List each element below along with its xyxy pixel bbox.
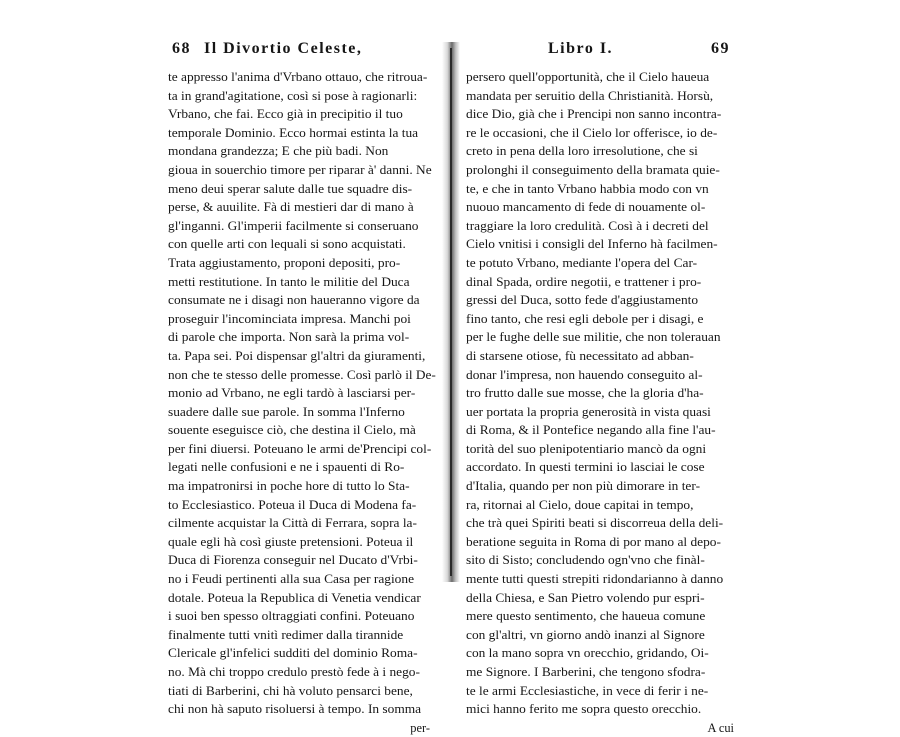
left-page-text-line: ta. Papa sei. Poi dispensar gl'altri da giuramenti, xyxy=(168,348,426,363)
right-page-text-line: traggiare la loro credulità. Così à i decreti del xyxy=(466,218,709,233)
right-page-text-line: Cielo vnitisi i consigli del Inferno hà facilmen- xyxy=(466,237,718,252)
right-page-text-line: beratione seguita in Roma di por mano al depo- xyxy=(466,534,721,549)
right-page-text-line: nuouo mancamento di fede di nouamente ol- xyxy=(466,200,706,215)
left-page-text-line: Duca di Fiorenza conseguir nel Ducato d'Vrbi- xyxy=(168,553,418,568)
right-page xyxy=(466,40,734,735)
right-page-text-line: di starsene otiose, fù necessitato ad abban- xyxy=(466,348,694,363)
left-page-text-line: metti restitutione. In tanto le militie del Duca xyxy=(168,274,410,289)
right-page-text-line: uer portata la propria generosità in vista quasi xyxy=(466,404,711,419)
right-page-text-line: di Roma, & il Pontefice negando alla fine l'au- xyxy=(466,423,716,438)
left-page-text-line: quale egli hà così giuste pretensioni. Poteua il xyxy=(168,534,414,549)
left-page-text-line: per fini diuersi. Poteuano le armi de'Prencipi col- xyxy=(168,441,432,456)
left-running-head: Il Divortio Celeste, xyxy=(204,40,363,57)
right-page-text-line: creto in pena della loro irresolutione, che si xyxy=(466,144,698,159)
left-page-text-line: souente eseguisce ciò, che destina il Cielo, mà xyxy=(168,423,416,438)
left-page-text-line: ma impatronirsi in poche hore di tutto lo Sta- xyxy=(168,479,410,494)
right-page-text-line: d'Italia, quando per non più dimorare in ter- xyxy=(466,479,701,494)
right-page-text-line: te le armi Ecclesiastiche, in vece di ferir i ne- xyxy=(466,683,709,698)
left-page-text-line: monio ad Vrbano, ne egli tardò à lasciarsi per- xyxy=(168,386,416,401)
left-catchword: per- xyxy=(410,720,430,735)
right-page-text-line: per le fughe delle sue militie, che non tolerauan xyxy=(466,330,721,345)
left-page-text xyxy=(168,68,436,719)
left-page-text-line: cilmente acquistar la Città di Ferrara, sopra la- xyxy=(168,516,417,531)
left-page-number: 68 xyxy=(172,40,191,57)
right-page-text-line: donar l'impresa, non hauendo conseguito al- xyxy=(466,367,703,382)
left-page-text-line: di parole che importa. Non sarà la prima vol- xyxy=(168,330,410,345)
left-page-text-line: i suoi ben spesso oltraggiati confini. Poteuano xyxy=(168,609,415,624)
right-page-text-line: dice Dio, già che i Prencipi non sanno incontra- xyxy=(466,107,722,122)
right-page-text-line: accordato. In questi termini io lasciai le cose xyxy=(466,460,705,475)
right-page-header xyxy=(466,40,734,64)
left-page-text-line: suadere dalle sue parole. In somma l'Inferno xyxy=(168,404,405,419)
right-page-text-line: mente tutti questi strepiti ridondarianno à danno xyxy=(466,572,724,587)
right-page-text xyxy=(466,68,734,737)
left-page-text-line: Clericale gl'infelici sudditi del dominio Roma- xyxy=(168,646,418,661)
right-page-text-line: dinal Spada, ordire negotii, e trattener i pro- xyxy=(466,274,702,289)
right-page-text-line: torità del suo plenipotentiario mancò da ogni xyxy=(466,441,707,456)
right-page-text-line: A cui xyxy=(707,720,734,735)
right-page-text-line: persero quell'opportunità, che il Cielo haueua xyxy=(466,70,710,84)
left-page-text-line: no i Feudi pertinenti alla sua Casa per ragione xyxy=(168,572,415,587)
right-running-head: Libro I. xyxy=(548,40,614,57)
left-page-text-line: chi non hà saputo risoluersi à tempo. In somma xyxy=(168,702,422,717)
left-page-text-line: con quelle arti con lequali si sono acquistati. xyxy=(168,237,406,252)
right-page-text-line: te potuto Vrbano, mediante l'opera del Car- xyxy=(466,255,698,270)
right-page-text-line: gressi del Duca, sotto fede d'aggiustamento xyxy=(466,293,699,308)
left-page-text-line: gioua in souerchio timore per riparar à' danni. Ne xyxy=(168,162,432,177)
left-page-text-line: no. Mà chi troppo credulo prestò fede à i nego- xyxy=(168,665,420,679)
right-page-text-line: fino tanto, che resi egli debole per i disagi, e xyxy=(466,311,704,326)
left-page-header xyxy=(168,40,436,64)
left-page-text-line: perse, & auuilite. Fà di mestieri dar di mano à xyxy=(168,200,414,215)
left-page xyxy=(168,40,436,735)
left-page-text-line: legati nelle confusioni e ne i spauenti di Ro- xyxy=(168,460,405,475)
right-page-text-line: te, e che in tanto Vrbano habbia modo con vn xyxy=(466,181,709,196)
left-page-text-line: proseguir l'incominciata impresa. Manchi poi xyxy=(168,311,411,326)
left-page-text-line: ta in grand'agitatione, così si pose à ragionarli: xyxy=(168,88,418,103)
right-page-text-line: che trà quei Spiriti beati si discorreua della deli- xyxy=(466,516,724,531)
right-page-text-line: tro frutto dalle sue mosse, che la gloria d'ha- xyxy=(466,386,704,401)
left-page-text-line: gl'inganni. Gl'imperii facilmente si conseruano xyxy=(168,218,419,233)
right-page-text-line: me Signore. I Barberini, che tengono sfodra- xyxy=(466,665,706,679)
left-page-text-line: te appresso l'anima d'Vrbano ottauo, che ritroua- xyxy=(168,70,428,84)
left-page-text-line: non che te stesso delle promesse. Così parlò il De- xyxy=(168,367,436,382)
left-page-text-line: meno deui sperar salute dalle tue squadre dis- xyxy=(168,181,413,196)
right-page-text-line: prolonghi il conseguimento della bramata quie- xyxy=(466,162,720,177)
right-page-text-line: con gl'altri, vn giorno andò inanzi al Signore xyxy=(466,627,705,642)
right-page-text-line: della Chiesa, e San Pietro volendo pur espri- xyxy=(466,590,705,605)
left-page-text-line: to Ecclesiastico. Poteua il Duca di Modena fa- xyxy=(168,497,417,512)
right-page-text-line: re le occasioni, che il Cielo lor offerisce, io de- xyxy=(466,125,718,140)
left-page-text-line: finalmente tutti vnitì redimer dalla tirannide xyxy=(168,627,404,642)
right-page-text-line: mici hanno ferito me sopra questo orecchio. xyxy=(466,702,702,717)
right-page-text-line: con la mano sopra vn orecchio, gridando, Oi- xyxy=(466,646,709,661)
right-page-text-line: mere questo sentimento, che haueua comune xyxy=(466,609,706,624)
left-page-text-line: Vrbano, che fai. Ecco già in precipitio il tuo xyxy=(168,107,403,122)
left-page-text-line: consumate ne i disagi non haueranno vigore da xyxy=(168,293,420,308)
right-page-number: 69 xyxy=(711,40,730,57)
left-page-text-line: temporale Dominio. Ecco hormai estinta la tua xyxy=(168,125,419,140)
left-page-text-line: tiati di Barberini, chi hà voluto pensarci bene, xyxy=(168,683,413,698)
left-page-text-line: mondana grandezza; E che più badi. Non xyxy=(168,144,389,159)
right-page-text-line: mandata per seruitio della Christianità. Horsù, xyxy=(466,88,714,103)
right-page-text-line: ra, ritornai al Cielo, doue capitai in tempo, xyxy=(466,497,694,512)
left-page-text-line: Trata aggiustamento, proponi depositi, pro- xyxy=(168,255,401,270)
gutter-fold-line xyxy=(450,48,452,576)
right-page-text-line: sito di Sisto; concludendo ogn'vno che finàl- xyxy=(466,553,705,568)
left-page-text-line: dotale. Poteua la Republica di Venetia vendicar xyxy=(168,590,421,605)
